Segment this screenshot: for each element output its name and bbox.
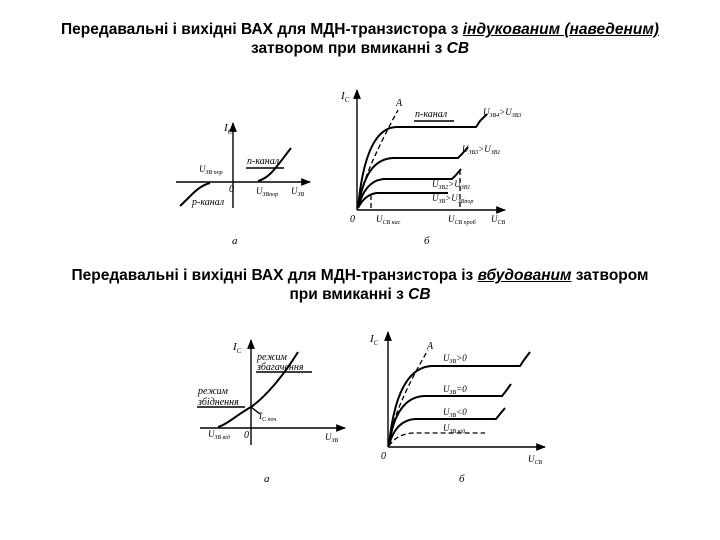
s1b-caption: б (424, 235, 430, 247)
s2b-caption: б (459, 473, 465, 485)
s1-output-graph (340, 90, 521, 247)
s2b-label-4: $U_{ЗВ від}$ (443, 423, 465, 435)
section1-title-emphasis: індукованим (наведеним) (462, 21, 659, 38)
s2b-axis-y-label: $I_С$ (370, 333, 379, 347)
s2-output-graph (369, 332, 545, 485)
section1-title-prefix: Передавальні і вихідні ВАХ для МДН-транзистора з (61, 21, 463, 38)
section2-title-suffix: затвором (571, 267, 649, 284)
section2-title-prefix: Передавальні і вихідні ВАХ для МДН-транзистора із (71, 267, 478, 284)
s1b-axis-x-label: $U_{СВ}$ (491, 214, 506, 226)
section2-title-cb: СВ (408, 286, 431, 303)
s2b-label-2: $U_{ЗВ}=0$ (443, 384, 467, 396)
s1a-n-channel-label: n-канал (247, 156, 280, 167)
section1-title-cb: СВ (446, 40, 470, 57)
s2a-istart-label: $I_{С поч}$ (259, 411, 277, 423)
s2b-point-a: A (427, 341, 434, 352)
s2a-axis-x-label: $U_{ЗВ}$ (325, 432, 339, 444)
s2a-axis-y-label: $I_С$ (233, 341, 242, 355)
s2a-dep-line1: режим (198, 386, 228, 397)
s1b-label-2: $U_{ЗВ3}>U_{ЗВ1}$ (462, 144, 501, 156)
s1b-n-channel-label: n-канал (415, 109, 448, 120)
s1a-uzvpor-left: $U_{ЗВ пор}$ (199, 164, 223, 176)
s1a-caption: а (232, 235, 238, 247)
s1b-origin: 0 (350, 214, 355, 225)
s1b-usvnas-label: $U_{СВ нас}$ (376, 214, 401, 226)
s1a-p-channel-label: p-канал (192, 197, 225, 208)
section1-title-line2: затвором при вмиканні з (250, 40, 447, 57)
s1b-label-4: $U_{ЗВ}>U_{ЗВпор}$ (432, 193, 474, 205)
s2-transfer-graph (197, 340, 345, 485)
section2-title-emphasis: вбудованим (477, 267, 572, 284)
s1b-label-top: $U_{ЗВ4}>U_{ЗВ3}$ (483, 107, 522, 119)
s2b-label-1: $U_{ЗВ}>0$ (443, 353, 467, 365)
s2a-enh-line2: збагачення (257, 362, 304, 373)
s2b-curve-ucutoff (389, 433, 485, 446)
s2a-caption: а (264, 473, 270, 485)
s1b-axis-y-label: $I_С$ (341, 90, 350, 104)
s2a-enh-line1: режим (257, 352, 287, 363)
s2b-axis-x-label: $U_{СВ}$ (528, 454, 543, 466)
s2a-dep-line2: збіднення (198, 397, 239, 408)
section2-title-line2: при вмиканні з (289, 286, 409, 303)
s1a-axis-y-label: $I_С$ (224, 122, 233, 136)
s1b-point-a: A (396, 98, 403, 109)
s1a-uzvpor-right: $U_{ЗВпор}$ (256, 186, 279, 198)
s2b-label-3: $U_{ЗВ}<0$ (443, 407, 467, 419)
s1b-label-3: $U_{ЗВ2}>U_{ЗВ1}$ (432, 179, 471, 191)
s1b-usvprob-label: $U_{СВ проб}$ (448, 214, 476, 226)
s1a-origin: 0 (229, 184, 234, 195)
s1-transfer-graph (176, 122, 310, 247)
s2a-origin: 0 (244, 430, 249, 441)
s2a-ucutoff-label: $U_{ЗВ від}$ (208, 429, 230, 441)
s1a-axis-x-label: $U_{ЗВ}$ (291, 186, 305, 198)
s2b-origin: 0 (381, 451, 386, 462)
